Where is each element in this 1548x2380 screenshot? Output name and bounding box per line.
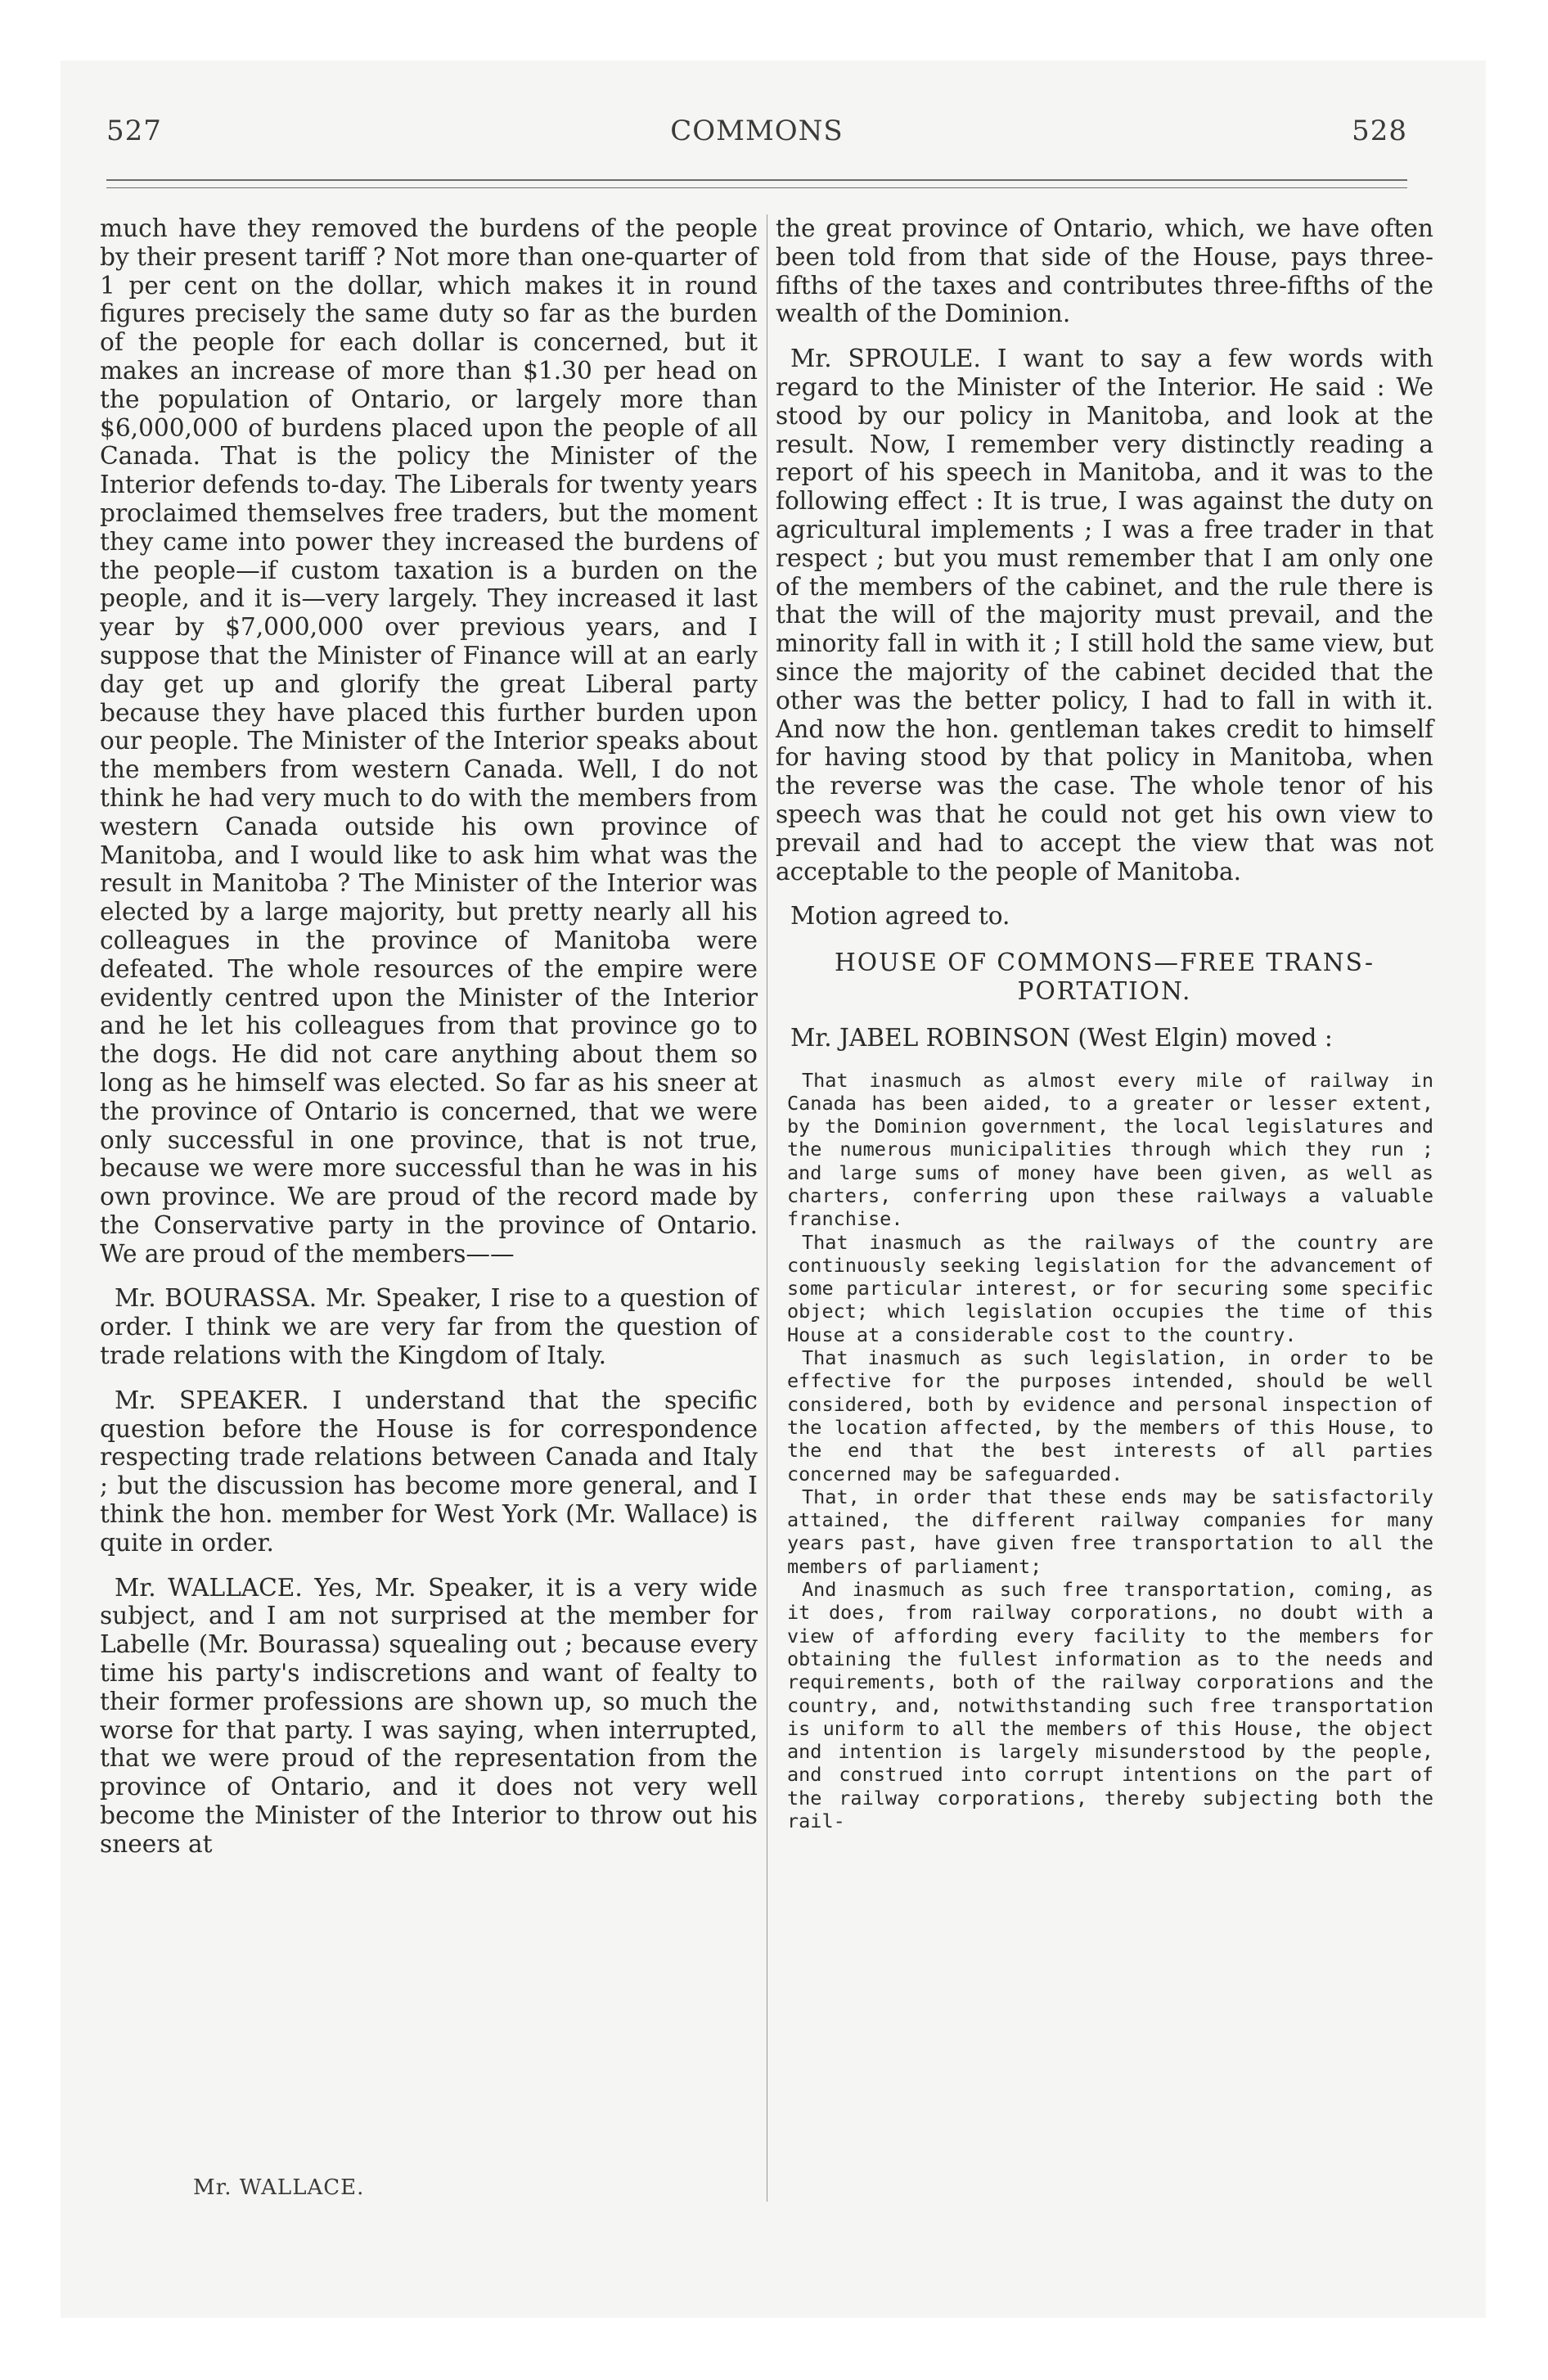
left-paragraph-wallace: Mr. WALLACE. Yes, Mr. Speaker, it is a very wide subject, and I am not surprised at the member for Labelle (Mr. Bourassa) squealing out ; because every time his party's indiscretions and want of fealty to their former professions are shown up, so much the worse for that party. I was saying, when interrupted, that we were proud of the representation from the province of Ontario, and it does not very well become the Minister of the Interior to throw out his sneers at (100, 1573, 758, 1858)
left-paragraph-bourassa: Mr. BOURASSA. Mr. Speaker, I rise to a question of order. I think we are very far from the question of trade relations with the Kingdom of Italy. (100, 1284, 758, 1370)
header-rule-bottom (106, 187, 1407, 188)
right-column (776, 214, 1433, 1832)
footer-speaker-name: Mr. WALLACE. (193, 2175, 365, 2200)
motion-clause-4: That, in order that these ends may be satisfactorily attained, the different railway companies for many years past, have given free transportation to all the members of parliament; (787, 1485, 1433, 1578)
right-paragraph-continuation: the great province of Ontario, which, we have often been told from that side of the House, pays three-fifths of the taxes and contributes three-fifths of the wealth of the Dominion. (776, 214, 1433, 328)
right-paragraph-sproule: Mr. SPROULE. I want to say a few words with regard to the Minister of the Interior. He said : We stood by our policy in Manitoba, and look at the result. Now, I remember very distinctly reading a report of his speech in Manitoba, and it was to the following effect : It is true, I was against the duty on agricultural implements ; I was a free trader in that respect ; but you must remember that I am only one of the members of the cabinet, and the rule there is that the will of the majority must prevail, and the minority fall in with it ; I still hold the same view, but since the majority of the cabinet decided that the other was the better policy, I had to fall in with it. And now the hon. gentleman takes credit to himself for having stood by that policy in Manitoba, when the reverse was the case. The whole tenor of his speech was that he could not get his own view to prevail and had to accept the view that was not acceptable to the people of Manitoba. (776, 345, 1433, 886)
motion-intro: Mr. JABEL ROBINSON (West Elgin) moved : (790, 1023, 1333, 1052)
motion-clause-2: That inasmuch as the railways of the country are continuously seeking legislation for the advancement of some particular interest, or for securing some specific object; which legislation occupies the time of this House at a considerable cost to the country. (787, 1230, 1433, 1346)
section-heading-line-1: HOUSE OF COMMONS—FREE TRANS- (834, 949, 1375, 977)
left-column (100, 214, 758, 1875)
header-rule-top (106, 179, 1407, 181)
motion-clause-1: That inasmuch as almost every mile of railway in Canada has been aided, to a greater or lesser extent, by the Dominion government, the local legislatures and the numerous municipalities through which they run ; and large sums of money have been given, as well as charters, conferring upon these railways a valuable franchise. (787, 1068, 1433, 1231)
section-heading-line-2: PORTATION. (1017, 976, 1192, 1005)
motion-agreed: Motion agreed to. (790, 902, 1010, 931)
section-heading (776, 949, 1433, 1006)
left-paragraph-speaker: Mr. SPEAKER. I understand that the specific question before the House is for correspondence respecting trade relations between Canada and Italy ; but the discussion has become more general, and I think the hon. member for West York (Mr. Wallace) is quite in order. (100, 1386, 758, 1557)
motion-clause-3: That inasmuch as such legislation, in order to be effective for the purposes intended, should be well considered, both by evidence and personal inspection of the location affected, by the members of this House, to the end that the best interests of all parties concerned may be safeguarded. (787, 1346, 1433, 1485)
page-number-left: 527 (106, 115, 162, 147)
page-number-right: 528 (1352, 115, 1407, 147)
motion-clause-5: And inasmuch as such free transportation, coming, as it does, from railway corporations, no doubt with a view of affording every facility to the members for obtaining the fullest information as to the needs and requirements, both of the railway corporations and the country, and, notwithstanding such free transportation is uniform to all the members of this House, the object and intention is largely misunderstood by the people, and construed into corrupt intentions on the part of the railway corporations, thereby subjecting both the rail- (787, 1578, 1433, 1833)
running-title: COMMONS (670, 115, 844, 147)
page-header (106, 115, 1407, 164)
left-paragraph-continuation: much have they removed the burdens of the people by their present tariff ? Not more than one-quarter of 1 per cent on the dollar, which makes it in round figures precisely the same duty so far as the burden of the people for each dollar is concerned, but it makes an increase of more than $1.30 per head on the population of Ontario, or largely more than $6,000,000 of burdens placed upon the people of all Canada. That is the policy the Minister of the Interior defends to-day. The Liberals for twenty years proclaimed themselves free traders, but the moment they came into power they increased the burdens of the people—if custom taxation is a burden on the people, and it is—very largely. They increased it last year by $7,000,000 over previous years, and I suppose that the Minister of Finance will at an early day get up and glorify the great Liberal party because they have placed this further burden upon our people. The Minister of the Interior speaks about the members from western Canada. Well, I do not think he had very much to do with the members from western Canada outside his own province of Manitoba, and I would like to ask him what was the result in Manitoba ? The Minister of the Interior was elected by a large majority, but pretty nearly all his colleagues in the province of Manitoba were defeated. The whole resources of the empire were evidently centred upon the Minister of the Interior and he let his colleagues from that province go to the dogs. He did not care anything about them so long as he himself was elected. So far as his sneer at the province of Ontario is concerned, that we were only successful in one province, that is not true, because we were more successful than he was in his own province. We are proud of the record made by the Conservative party in the province of Ontario. We are proud of the members—— (100, 214, 758, 1268)
